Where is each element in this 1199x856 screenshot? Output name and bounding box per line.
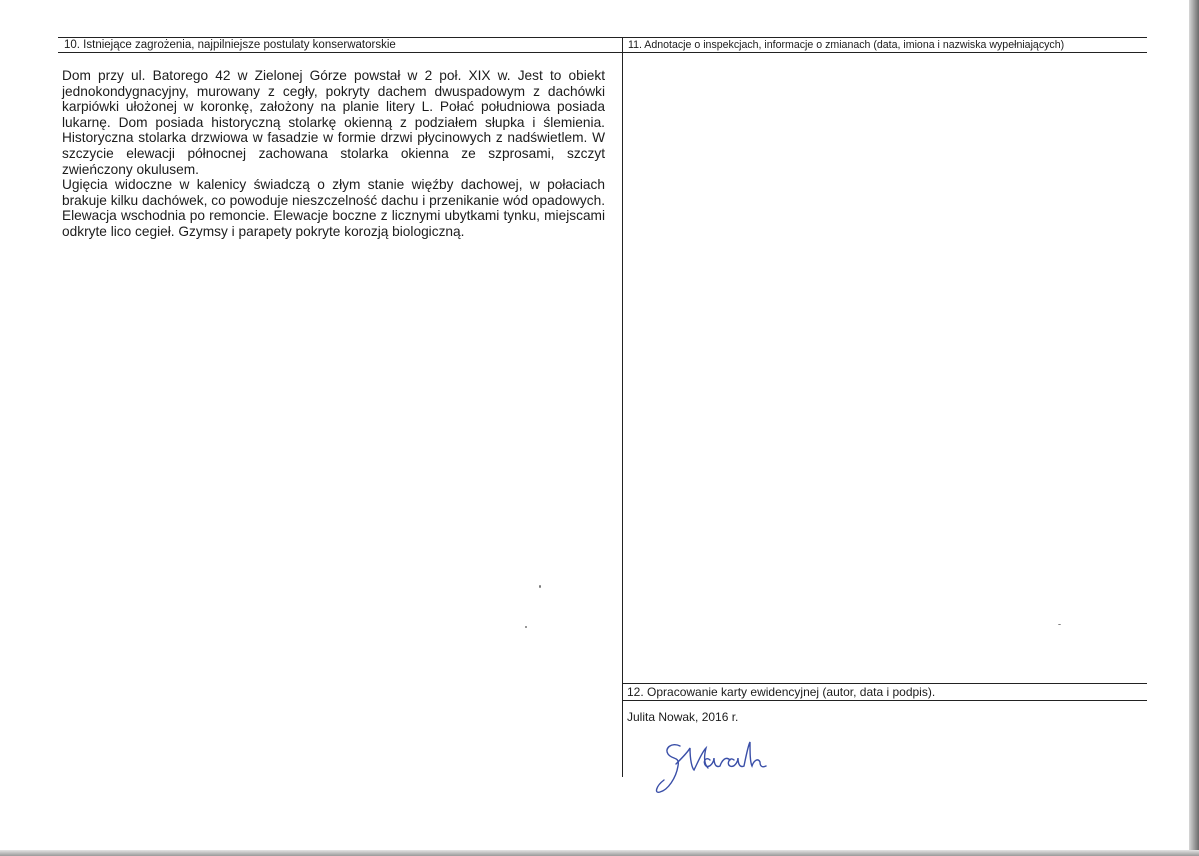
author-line: Julita Nowak, 2016 r.	[627, 710, 739, 724]
column-divider	[622, 37, 623, 777]
section-10-heading-rule	[58, 52, 624, 53]
section-10-paragraph-2: Ugięcia widoczne w kalenicy świadczą o złym stanie więźby dachowej, w połaciach brakuje kilku dachówek, co powoduje nieszczelność dachu i przenikanie wód opadowych. Elewacja wschodnia po remoncie. Elewacje boczne z licznymi ubytkami tynku, miejscami odkryte lico cegieł. Gzymsy i parapety pokryte korozją biologiczną.	[62, 177, 605, 239]
section-11-heading: 11. Adnotacje o inspekcjach, informacje o zmianach (data, imiona i nazwiska wypełniających)	[628, 39, 1065, 51]
scan-speck	[525, 626, 527, 628]
handwritten-signature	[650, 738, 800, 798]
scan-speck	[539, 585, 541, 588]
section-10-top-rule	[58, 37, 624, 38]
section-12-heading: 12. Opracowanie karty ewidencyjnej (autor, data i podpis).	[627, 685, 936, 699]
section-11-heading-rule	[622, 52, 1147, 53]
section-10-heading: 10. Istniejące zagrożenia, najpilniejsze postulaty konserwatorskie	[64, 39, 396, 51]
section-12-heading-rule	[622, 700, 1147, 701]
section-10-paragraph-1: Dom przy ul. Batorego 42 w Zielonej Górze powstał w 2 poł. XIX w. Jest to obiekt jednokondygnacyjny, murowany z cegły, pokryty dachem dwuspadowym z dachówki karpiówki ułożonej w koronkę, założony na planie litery L. Połać południowa posiada lukarnę. Dom posiada historyczną stolarkę okienną z podziałem słupka i ślemienia. Historyczna stolarka drzwiowa w fasadzie w formie drzwi płycinowych z nadświetlem. W szczycie elewacji północnej zachowana stolarka okienna ze szprosami, szczyt zwieńczony okulusem.	[62, 68, 605, 177]
section-12-top-rule	[622, 683, 1147, 684]
section-10-body	[62, 68, 605, 240]
scan-speck	[1058, 624, 1061, 625]
scan-edge-bottom	[0, 850, 1199, 856]
section-11-top-rule	[622, 37, 1147, 38]
scan-edge-right	[1189, 0, 1199, 856]
